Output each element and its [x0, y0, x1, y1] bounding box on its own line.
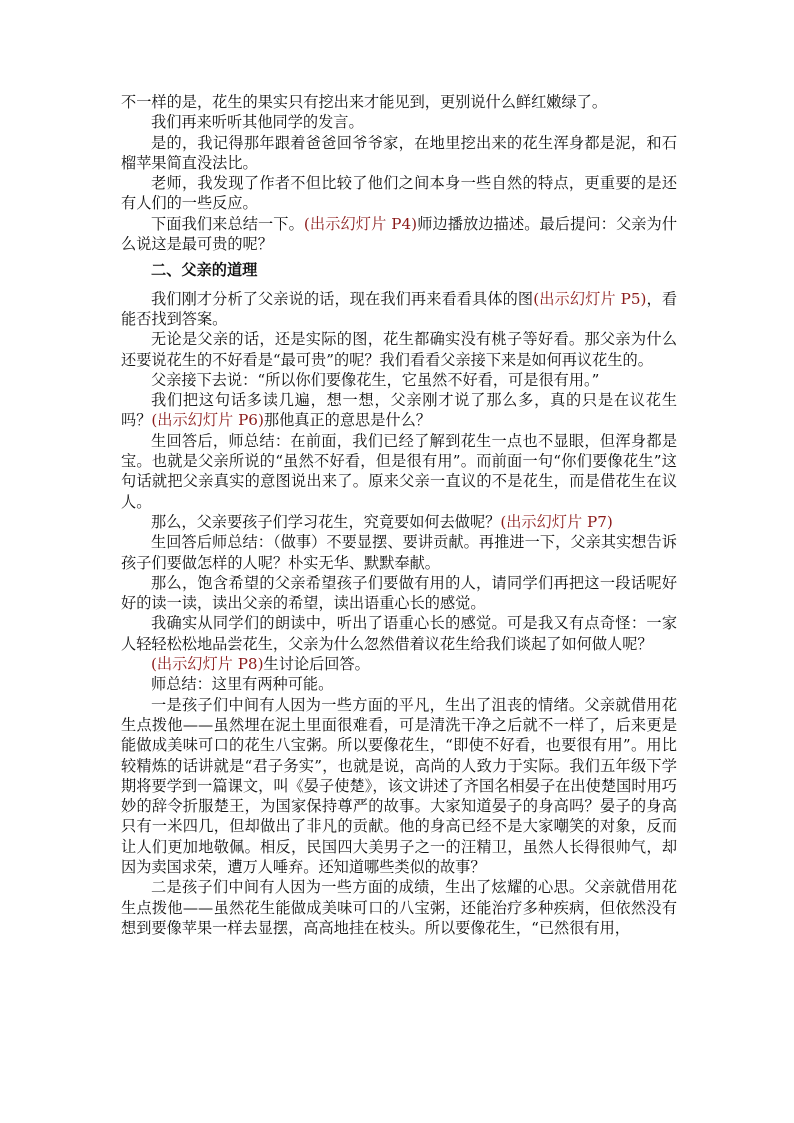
- paragraph: [121, 512, 677, 532]
- paragraph-text: 无论是父亲的话，还是实际的图，花生都确实没有桃子等好看。那父亲为什么还要说花生的不好看是“最可贵”的呢？我们看看父亲接下来是如何再议花生的。: [121, 330, 677, 369]
- paragraph: [121, 532, 677, 573]
- paragraph-text: 生讨论后回答。: [263, 655, 370, 674]
- section-intro: [121, 92, 677, 254]
- slide-reference: (出示幻灯片 P7): [500, 512, 613, 531]
- paragraph: [121, 133, 677, 174]
- paragraph: [121, 573, 677, 614]
- paragraph-text: 老师，我发现了作者不但比较了他们之间本身一些自然的特点，更重要的是还有人们的一些反应。: [121, 174, 677, 213]
- paragraph: [121, 289, 677, 330]
- paragraph-text: 那么，父亲要孩子们学习花生，究竟要如何去做呢？: [151, 512, 501, 531]
- slide-reference: (出示幻灯片 P5): [533, 289, 647, 308]
- document-page: [121, 92, 677, 938]
- paragraph-text: 我们再来听听其他同学的发言。: [151, 113, 364, 132]
- paragraph: [121, 173, 677, 214]
- paragraph: [121, 329, 677, 370]
- paragraph-text: 我确实从同学们的朗读中，听出了语重心长的感觉。可是我又有点奇怪：一家人轻轻松松地品尝花生，父亲为什么忽然借着议花生给我们谈起了如何做人呢？: [121, 614, 677, 653]
- paragraph: [121, 877, 677, 938]
- paragraph-text: 生回答后师总结：（做事）不要显摆、要讲贡献。再推进一下，父亲其实想告诉孩子们要做怎样的人呢？朴实无华、默默奉献。: [121, 533, 677, 572]
- paragraph: [121, 431, 677, 512]
- slide-reference: (出示幻灯片 P6): [151, 411, 264, 430]
- paragraph: [121, 370, 677, 390]
- paragraph-text: 师总结：这里有两种可能。: [151, 675, 334, 694]
- section-father-reasoning: [121, 289, 677, 939]
- section-heading: 二、父亲的道理: [151, 261, 258, 280]
- paragraph-text: ，看能否找到答案。: [121, 289, 678, 328]
- paragraph-text: 是的，我记得那年跟着爸爸回爷爷家，在地里挖出来的花生浑身都是泥，和石榴苹果简直没法比。: [121, 133, 677, 172]
- paragraph-text: 那么，饱含希望的父亲希望孩子们要做有用的人，请同学们再把这一段话呢好好的读一读，读出父亲的希望，读出语重心长的感觉。: [121, 573, 677, 613]
- paragraph-text: 一是孩子们中间有人因为一些方面的平凡，生出了沮丧的情绪。父亲就借用花生点拨他——虽然埋在泥土里面很难看，可是清洗干净之后就不一样了，后来更是能做成美味可口的花生八宝粥。所以要像花生，“即使不好看，也要很有用”。用比较精炼的话讲就是“君子务实”，也就是说，高尚的人致力于实际。我们五年级下学期将要学到一篇课文，叫《晏子使楚》，该文讲述了齐国名相晏子在出使楚国时用巧妙的辞令折服楚王，为国家保持尊严的故事。大家知道晏子的身高吗？晏子的身高只有一米四几，但却做出了非凡的贡献。他的身高已经不是大家嘲笑的对象，反而让人们更加地敬佩。相反，民国四大美男子之一的汪精卫，虽然人长得很帅气，却因为卖国求荣，遭万人唾弃。还知道哪些类似的故事？: [121, 695, 677, 876]
- paragraph-text: 我们把这句话多读几遍，想一想，父亲刚才说了那么多，真的只是在议花生吗？: [121, 391, 677, 430]
- paragraph-text: 生回答后，师总结：在前面，我们已经了解到花生一点也不显眼，但浑身都是宝。也就是父亲所说的“虽然不好看，但是很有用”。而前面一句“你们要像花生”这句话就把父亲真实的意图说出来了。原来父亲一直议的不是花生，而是借花生在议人。: [121, 431, 677, 511]
- paragraph-text: 我们刚才分析了父亲说的话，现在我们再来看看具体的图: [151, 289, 534, 308]
- paragraph: [121, 674, 677, 694]
- paragraph-text: 二是孩子们中间有人因为一些方面的成绩，生出了炫耀的心思。父亲就借用花生点拨他——虽然花生能做成美味可口的八宝粥，还能治疗多种疾病，但依然没有想到要像苹果一样去显摆，高高地挂在枝头。所以要像花生，“已然很有用，: [121, 878, 677, 937]
- slide-reference: (出示幻灯片 P8): [151, 655, 264, 674]
- paragraph-text: 那他真正的意思是什么？: [263, 411, 431, 430]
- paragraph: [121, 390, 677, 431]
- slide-reference: (出示幻灯片 P4): [303, 214, 418, 233]
- paragraph-text: 不一样的是，花生的果实只有挖出来才能见到，更别说什么鲜红嫩绿了。: [121, 93, 607, 111]
- paragraph-text: 下面我们来总结一下。: [151, 214, 304, 233]
- paragraph-text: 父亲接下去说：“所以你们要像花生，它虽然不好看，可是很有用。”: [151, 370, 600, 389]
- paragraph: [121, 695, 677, 878]
- paragraph: [121, 654, 677, 674]
- paragraph: [121, 613, 677, 654]
- paragraph-text: 师边播放边描述。最后提问：父亲为什么说这是最可贵的呢？: [121, 214, 678, 254]
- paragraph: [121, 214, 677, 255]
- paragraph: [121, 92, 677, 112]
- paragraph: [121, 112, 677, 132]
